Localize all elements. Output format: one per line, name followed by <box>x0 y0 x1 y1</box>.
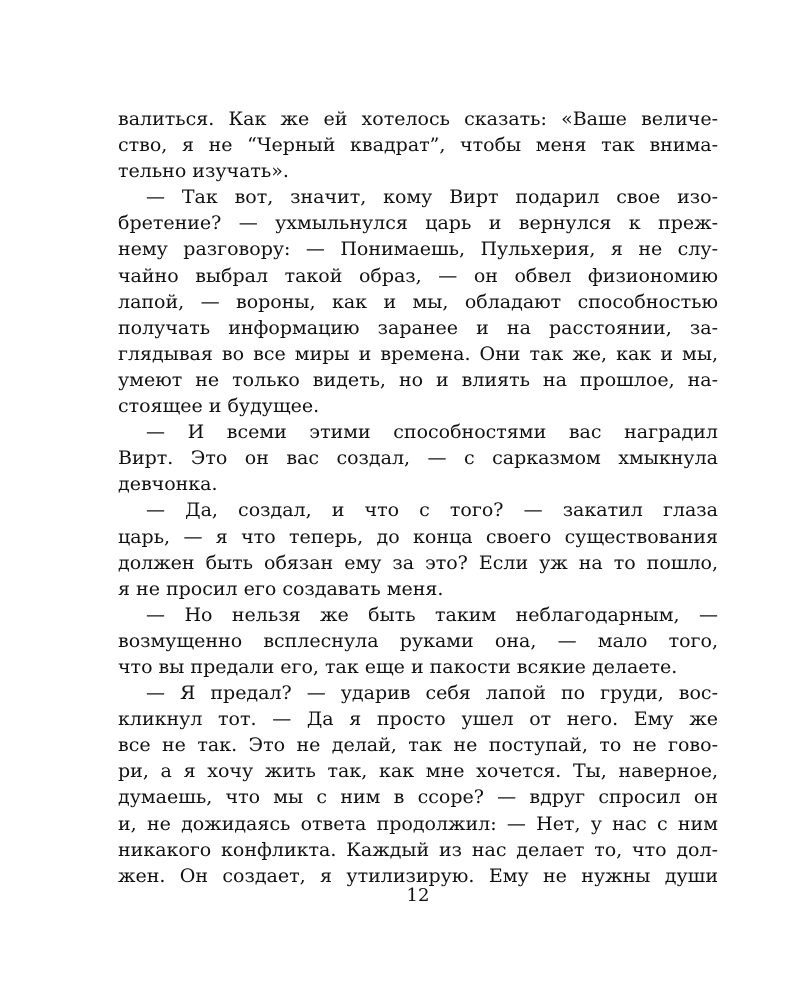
text-line: и, не дожидаясь ответа продолжил: — Нет, у нас с ним <box>118 812 718 835</box>
text-line: умеют не только видеть, но и влиять на прошлое, на- <box>118 368 718 391</box>
text-line: — Да, создал, и что с того? — закатил глаза <box>146 499 718 522</box>
text-line: все не так. Это не делай, так не поступай, то не гово- <box>118 734 718 757</box>
text-line: бретение? — ухмыльнулся царь и вернулся к преж- <box>118 212 718 235</box>
text-line: ство, я не “Черный квадрат”, чтобы меня так внима- <box>118 134 718 157</box>
text-line: кликнул тот. — Да я просто ушел от него. Ему же <box>118 708 718 731</box>
text-line: — Но нельзя же быть таким неблагодарным, — <box>146 603 718 626</box>
text-line: возмущенно всплеснула руками она, — мало того, <box>118 629 718 652</box>
text-line: жен. Он создает, я утилизирую. Ему не нужны души <box>118 864 718 887</box>
text-line: девчонка. <box>118 473 218 496</box>
text-line: — Я предал? — ударив себя лапой по груди, вос- <box>146 682 718 705</box>
text-line: нему разговору: — Понимаешь, Пульхерия, я не слу- <box>118 238 718 261</box>
text-line: должен быть обязан ему за это? Если уж на то пошло, <box>118 551 718 574</box>
text-line: думаешь, что мы с ним в ссоре? — вдруг спросил он <box>118 786 718 809</box>
text-line: глядывая во все миры и времена. Они так же, как и мы, <box>118 342 718 365</box>
text-line: — Так вот, значит, кому Вирт подарил свое изо- <box>146 186 718 209</box>
text-line: тельно изучать». <box>118 160 289 183</box>
page-number: 12 <box>406 885 430 906</box>
text-line: я не просил его создавать меня. <box>118 577 444 600</box>
text-line: царь, — я что теперь, до конца своего существования <box>118 525 718 548</box>
text-line: стоящее и будущее. <box>118 395 320 418</box>
text-line: ри, а я хочу жить так, как мне хочется. Ты, наверное, <box>118 760 718 783</box>
text-line: валиться. Как же ей хотелось сказать: «Ваше величе- <box>118 108 718 130</box>
text-line: что вы предали его, так еще и пакости всякие делаете. <box>118 655 678 678</box>
text-line: Вирт. Это он вас создал, — с сарказмом хмыкнула <box>118 447 718 470</box>
body-text <box>118 106 718 889</box>
text-line: лапой, — вороны, как и мы, обладают способностью <box>118 290 718 313</box>
text-line: никакого конфликта. Каждый из нас делает то, что дол- <box>118 838 718 861</box>
text-line: получать информацию заранее и на расстоянии, за- <box>118 316 718 339</box>
text-line: — И всеми этими способностями вас наградил <box>146 421 718 444</box>
text-line: чайно выбрал такой образ, — он обвел физиономию <box>118 264 718 287</box>
